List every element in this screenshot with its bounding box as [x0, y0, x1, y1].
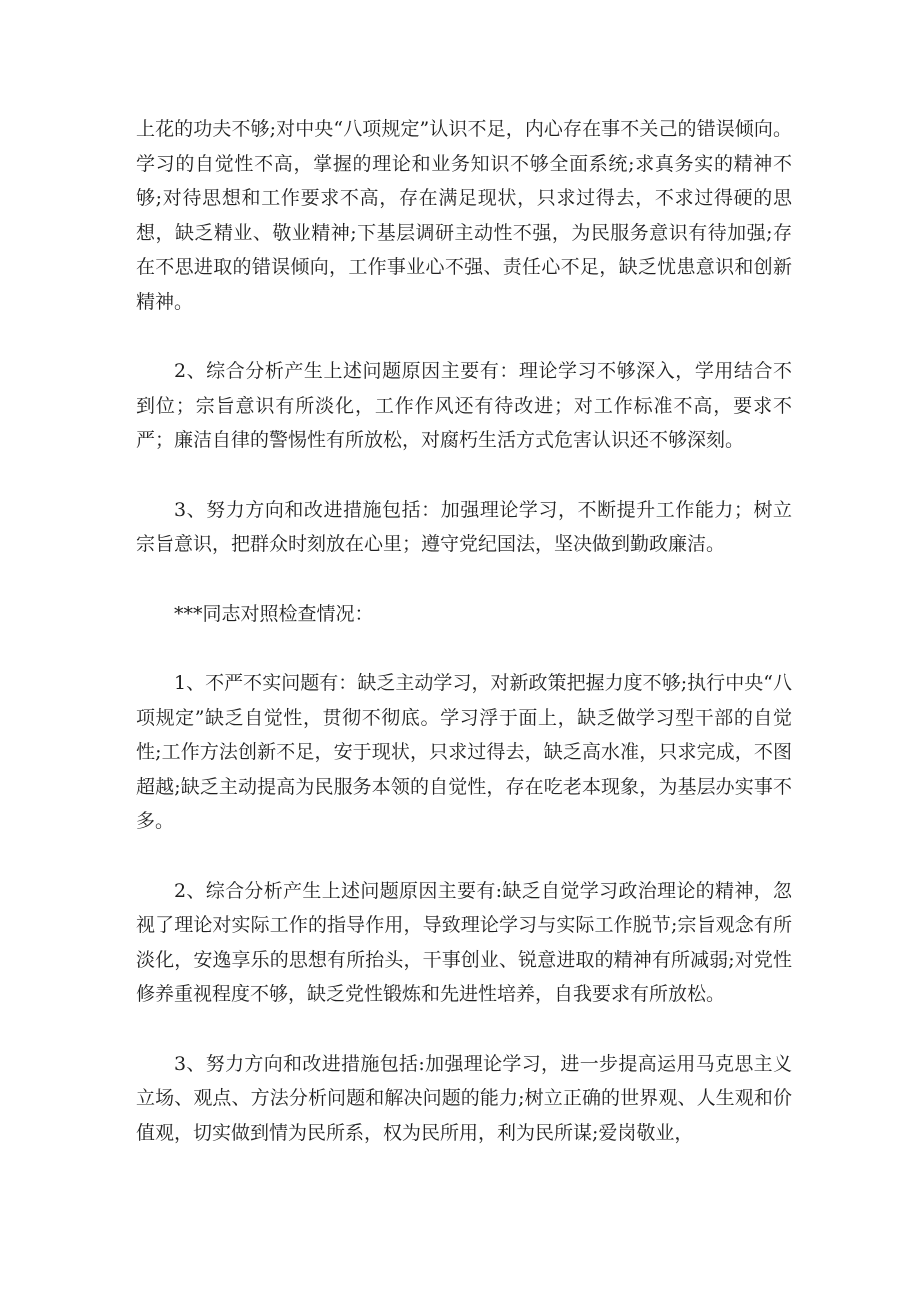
paragraph-problems-2: 1、不严不实问题有：缺乏主动学习，对新政策把握力度不够;执行中央“八项规定”缺乏自觉性，贯彻不彻底。学习浮于面上，缺乏做学习型干部的自觉性;工作方法创新不足，安于现状，只求过得去，缺乏高水准，只求完成，不图超越;缺乏主动提高为民服务本领的自觉性，存在吃老本现象，为基层办实事不多。	[136, 672, 792, 832]
paragraph-continued: 上花的功夫不够;对中央“八项规定”认识不足，内心存在事不关己的错误倾向。学习的自觉性不高，掌握的理论和业务知识不够全面系统;求真务实的精神不够;对待思想和工作要求不高，存在满足现状，只求过得去，不求过得硬的思想，缺乏精业、敬业精神;下基层调研主动性不强，为民服务意识有待加强;存在不思进取的错误倾向，工作事业心不强、责任心不足，缺乏忧患意识和创新精神。	[136, 118, 792, 313]
section-heading-comrade-review: ***同志对照检查情况：	[174, 602, 374, 625]
paragraph-cause-analysis-1: 2、综合分析产生上述问题原因主要有：理论学习不够深入，学用结合不到位；宗旨意识有所淡化，工作作风还有待改进；对工作标准不高，要求不严；廉洁自律的警惕性有所放松，对腐朽生活方式危害认识还不够深刻。	[136, 360, 792, 451]
document-page	[136, 112, 792, 1185]
paragraph-improvement-2: 3、努力方向和改进措施包括:加强理论学习，进一步提高运用马克思主义立场、观点、方法分析问题和解决问题的能力;树立正确的世界观、人生观和价值观，切实做到情为民所系，权为民所用，利为民所谋;爱岗敬业，	[136, 1052, 792, 1144]
paragraph-improvement-1: 3、努力方向和改进措施包括：加强理论学习，不断提升工作能力；树立宗旨意识，把群众时刻放在心里；遵守党纪国法，坚决做到勤政廉洁。	[136, 498, 792, 555]
paragraph-cause-analysis-2: 2、综合分析产生上述问题原因主要有:缺乏自觉学习政治理论的精神，忽视了理论对实际工作的指导作用，导致理论学习与实际工作脱节;宗旨观念有所淡化，安逸享乐的思想有所抬头，干事创业、锐意进取的精神有所减弱;对党性修养重视程度不够，缺乏党性锻炼和先进性培养，自我要求有所放松。	[136, 879, 792, 1005]
